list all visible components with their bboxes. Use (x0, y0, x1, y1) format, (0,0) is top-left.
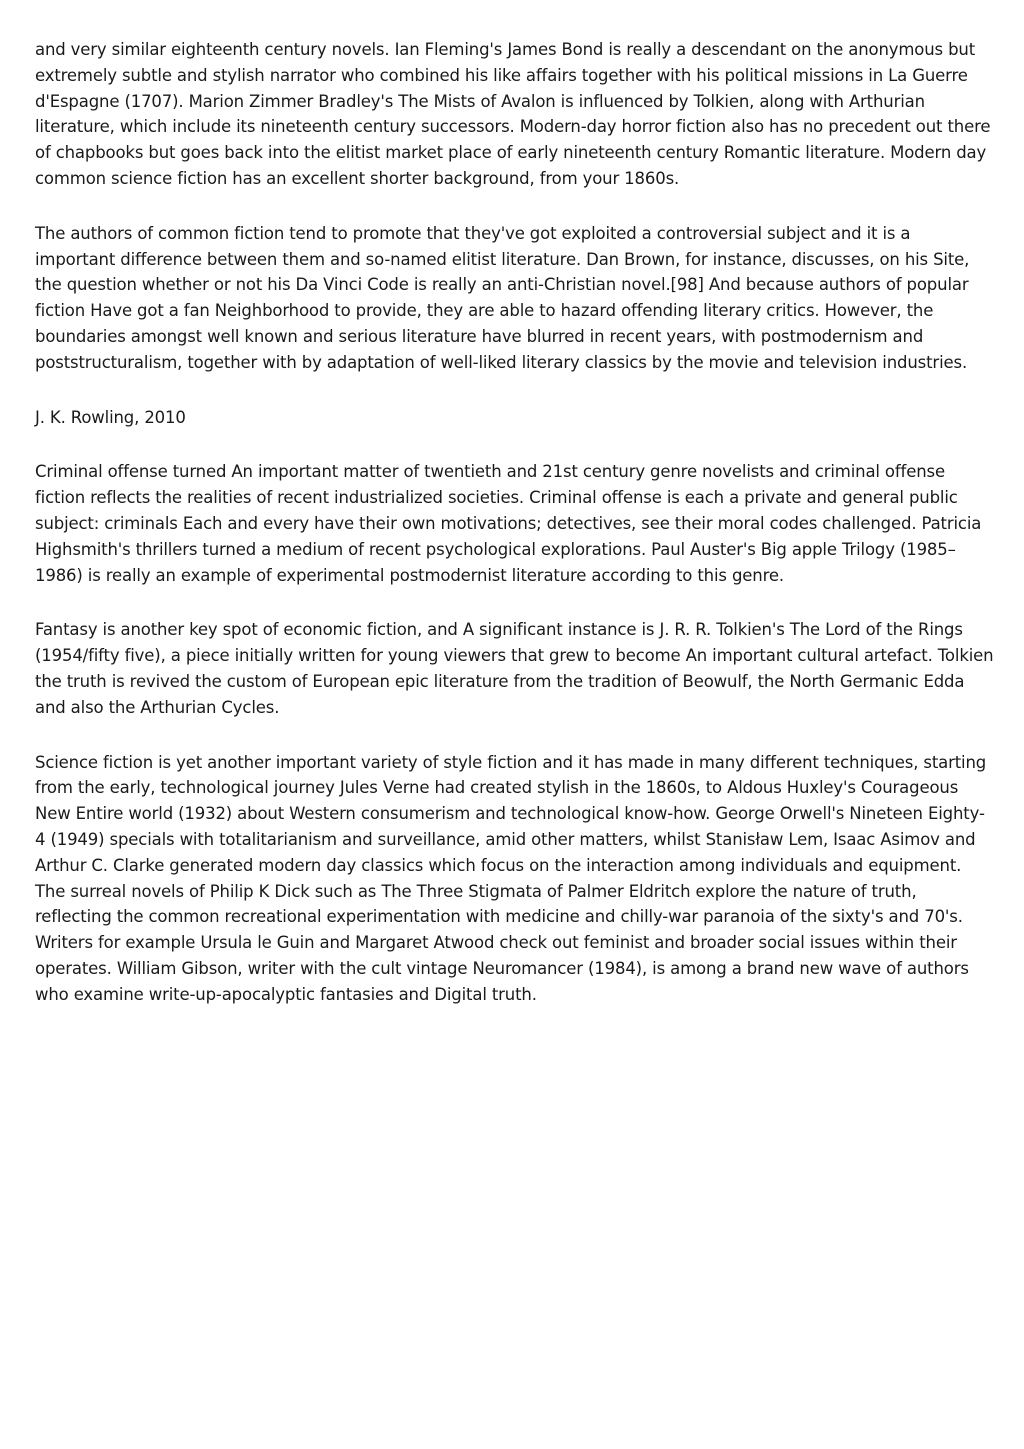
paragraph-science-fiction: Science fiction is yet another important variety of style fiction and it has made in many different techniques, starting from the early, technological journey Jules Verne had created stylish in the 1860s, to Aldous Huxley's Courageous New Entire world (1932) about Western consumerism and technological know-how. George Orwell's Nineteen Eighty-4 (1949) specials with totalitarianism and surveillance, amid other matters, whilst Stanisław Lem, Isaac Asimov and Arthur C. Clarke generated modern day classics which focus on the interaction among individuals and equipment. The surreal novels of Philip K Dick such as The Three Stigmata of Palmer Eldritch explore the nature of truth, reflecting the common recreational experimentation with medicine and chilly-war paranoia of the sixty's and 70's. Writers for example Ursula le Guin and Margaret Atwood check out feminist and broader social issues within their operates. William Gibson, writer with the cult vintage Neuromancer (1984), is among a brand new wave of authors who examine write-up-apocalyptic fantasies and Digital truth. (35, 752, 987, 1004)
paragraph-rowling-caption: J. K. Rowling, 2010 (35, 407, 186, 427)
paragraph-popular-fiction: The authors of common fiction tend to promote that they've got exploited a controversial subject and it is a important difference between them and so-named elitist literature. Dan Brown, for instance, discusses, on his Site, the question whether or not his Da Vinci Code is really an anti-Christian novel.[98] And because authors of popular fiction Have got a fan Neighborhood to provide, they are able to hazard offending literary critics. However, the boundaries amongst well known and serious literature have blurred in recent years, with postmodernism and poststructuralism, together with by adaptation of well-liked literary classics by the movie and television industries. (35, 223, 970, 372)
paragraph-fantasy: Fantasy is another key spot of economic fiction, and A significant instance is J. R. R. Tolkien's The Lord of the Rings (1954/fifty five), a piece initially written for young viewers that grew to become An important cultural artefact. Tolkien the truth is revived the custom of European epic literature from the tradition of Beowulf, the North Germanic Edda and also the Arthurian Cycles. (35, 620, 994, 717)
document-body (35, 37, 995, 1037)
paragraph-fiction-lineage: and very similar eighteenth century novels. Ian Fleming's James Bond is really a descendant on the anonymous but extremely subtle and stylish narrator who combined his like affairs together with his political missions in La Guerre d'Espagne (1707). Marion Zimmer Bradley's The Mists of Avalon is influenced by Tolkien, along with Arthurian literature, which include its nineteenth century successors. Modern-day horror fiction also has no precedent out there of chapbooks but goes back into the elitist market place of early nineteenth century Romantic literature. Modern day common science fiction has an excellent shorter background, from your 1860s. (35, 40, 991, 188)
paragraph-crime-fiction: Criminal offense turned An important matter of twentieth and 21st century genre novelists and criminal offense fiction reflects the realities of recent industrialized societies. Criminal offense is each a private and general public subject: criminals Each and every have their own motivations; detectives, see their moral codes challenged. Patricia Highsmith's thrillers turned a medium of recent psychological explorations. Paul Auster's Big apple Trilogy (1985–1986) is really an example of experimental postmodernist literature according to this genre. (35, 462, 982, 585)
